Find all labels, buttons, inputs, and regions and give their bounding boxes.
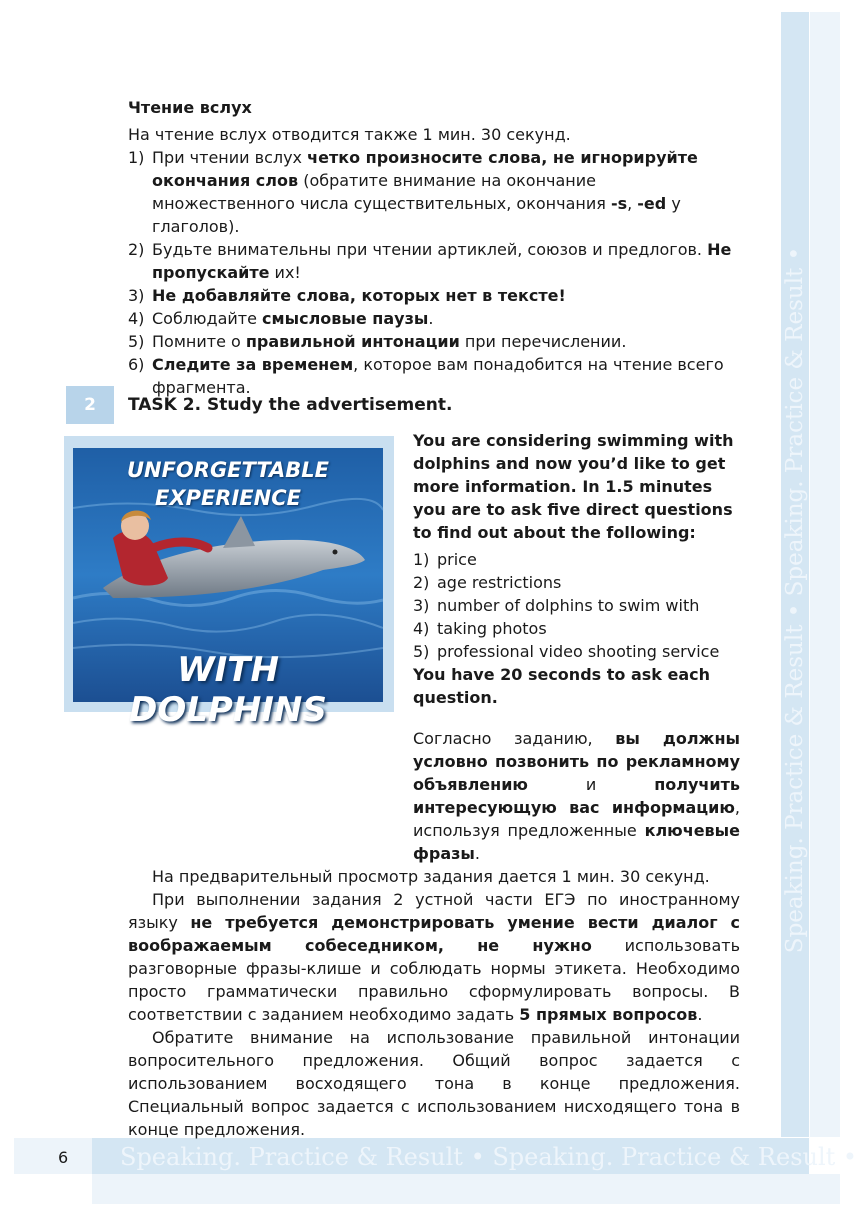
emphasis-text: -s	[610, 194, 628, 213]
plain-text: При чтении вслух	[152, 148, 308, 167]
emphasis-text: Не пропускайте	[152, 240, 732, 282]
plain-text: Соблюдайте	[152, 309, 263, 328]
topic-text: number of dolphins to swim with	[437, 596, 700, 615]
topic-text: age restrictions	[437, 573, 562, 592]
topic-text: professional video shooting service	[437, 642, 720, 661]
emphasis-text: -ed	[637, 194, 667, 213]
bottom-left-strip	[14, 1138, 92, 1174]
topic-item-3	[413, 594, 740, 617]
instructions-closing: You have 20 seconds to ask each question.	[413, 665, 710, 707]
topic-number: 4)	[413, 619, 430, 638]
topics-list	[413, 548, 740, 663]
plain-text: .	[428, 309, 434, 328]
reading-intro: На чтение вслух отводится также 1 мин. 30 секунд.	[128, 125, 571, 144]
topic-text: price	[437, 550, 477, 569]
plain-text: .	[474, 844, 480, 863]
plain-text: Будьте внимательны при чтении артиклей, союзов и предлогов.	[152, 240, 708, 259]
explanation-section	[128, 727, 740, 1141]
reading-rule-5	[128, 330, 740, 353]
emphasis-text: ключевые фразы	[413, 821, 740, 863]
topic-item-5	[413, 640, 740, 663]
footer-banner-text: Speaking. Practice & Result • Speaking. Practice & Result •	[120, 1143, 857, 1171]
dolphin-photo	[73, 448, 383, 730]
topic-item-2	[413, 571, 740, 594]
emphasis-text: 5 прямых вопросов	[519, 1005, 698, 1024]
plain-text: Согласно заданию,	[413, 729, 616, 748]
emphasis-text: Следите за временем	[152, 355, 354, 374]
side-strip	[810, 12, 840, 1137]
rule-number: 6)	[128, 355, 145, 374]
task-instructions	[413, 429, 740, 709]
plain-text: и	[527, 775, 655, 794]
topic-number: 3)	[413, 596, 430, 615]
plain-text: При выполнении задания 2 устной части ЕГЭ по иностранному языку	[128, 890, 740, 932]
reading-rule-6	[128, 353, 740, 399]
rule-number: 2)	[128, 240, 145, 259]
rule-number: 5)	[128, 332, 145, 351]
ad-headline-1: UNFORGETTABLE	[126, 458, 330, 482]
reading-rules-list	[128, 146, 740, 399]
ad-headline-2: EXPERIENCE	[155, 486, 301, 510]
topic-number: 2)	[413, 573, 430, 592]
emphasis-text: не требуется демонстрировать умение вести диалог с воображаемым собеседником, не нужно	[128, 913, 741, 955]
dolphin-eye	[333, 550, 338, 555]
emphasis-text: четко произносите слова, не игнорируйте окончания слов	[152, 148, 698, 190]
task-title: TASK 2. Study the advertisement.	[128, 395, 453, 415]
reading-heading: Чтение вслух	[128, 98, 252, 117]
explanation-p2: На предварительный просмотр задания дается 1 мин. 30 секунд.	[152, 867, 710, 886]
reading-rule-1	[128, 146, 740, 238]
plain-text: ,	[627, 194, 638, 213]
rule-number: 4)	[128, 309, 145, 328]
explanation-p4: Обратите внимание на использование правильной интонации вопросительного предложения. Общий вопрос задается с использованием восходящего тона в конце предложения. Специальный вопрос задается с использованием нисходящего тона в конце предложения.	[128, 1028, 740, 1139]
rule-number: 1)	[128, 148, 145, 167]
topic-text: taking photos	[437, 619, 547, 638]
plain-text: использовать разговорные фразы-клише и соблюдать нормы этикета. Необходимо просто грамматически правильно сформулировать вопросы. В соответствии с заданием необходимо задать	[128, 936, 741, 1024]
plain-text: Помните о	[152, 332, 246, 351]
plain-text: , которое вам понадобится на чтение всего фрагмента.	[152, 355, 724, 397]
rule-number: 3)	[128, 286, 145, 305]
plain-text: при перечислении.	[459, 332, 627, 351]
emphasis-text: получить интересующую вас информацию	[413, 775, 740, 817]
plain-text: .	[697, 1005, 703, 1024]
explanation-p1	[128, 727, 740, 865]
page-number: 6	[58, 1148, 69, 1167]
plain-text: их!	[269, 263, 301, 282]
reading-rule-3	[128, 284, 740, 307]
bottom-strip	[92, 1174, 840, 1204]
advertisement	[64, 436, 394, 730]
topic-number: 5)	[413, 642, 430, 661]
plain-text: у глаголов).	[152, 194, 681, 236]
reading-section	[128, 96, 740, 399]
topic-item-1	[413, 548, 740, 571]
emphasis-text: Не добавляйте слова, которых нет в тексте!	[152, 286, 566, 305]
task-number-badge: 2	[66, 386, 114, 424]
topic-number: 1)	[413, 550, 430, 569]
emphasis-text: правильной интонации	[245, 332, 460, 351]
instructions-lead: You are considering swimming with dolphins and now you’d like to get more information. In 1.5 minutes you are to ask five direct questions to find out about the following:	[413, 431, 734, 542]
reading-rule-2	[128, 238, 740, 284]
side-banner-text: Speaking. Practice & Result • Speaking. Practice & Result •	[782, 246, 808, 954]
topic-item-4	[413, 617, 740, 640]
plain-text: , используя предложенные	[413, 798, 740, 840]
ad-headline-3: WITH DOLPHINS	[129, 650, 327, 730]
plain-text: (обратите внимание на окончание множественного числа существительных, окончания	[152, 171, 611, 213]
emphasis-text: вы должны условно позвонить по рекламному объявлению	[413, 729, 740, 794]
explanation-p3	[128, 888, 740, 1026]
emphasis-text: смысловые паузы	[262, 309, 429, 328]
reading-rule-4	[128, 307, 740, 330]
